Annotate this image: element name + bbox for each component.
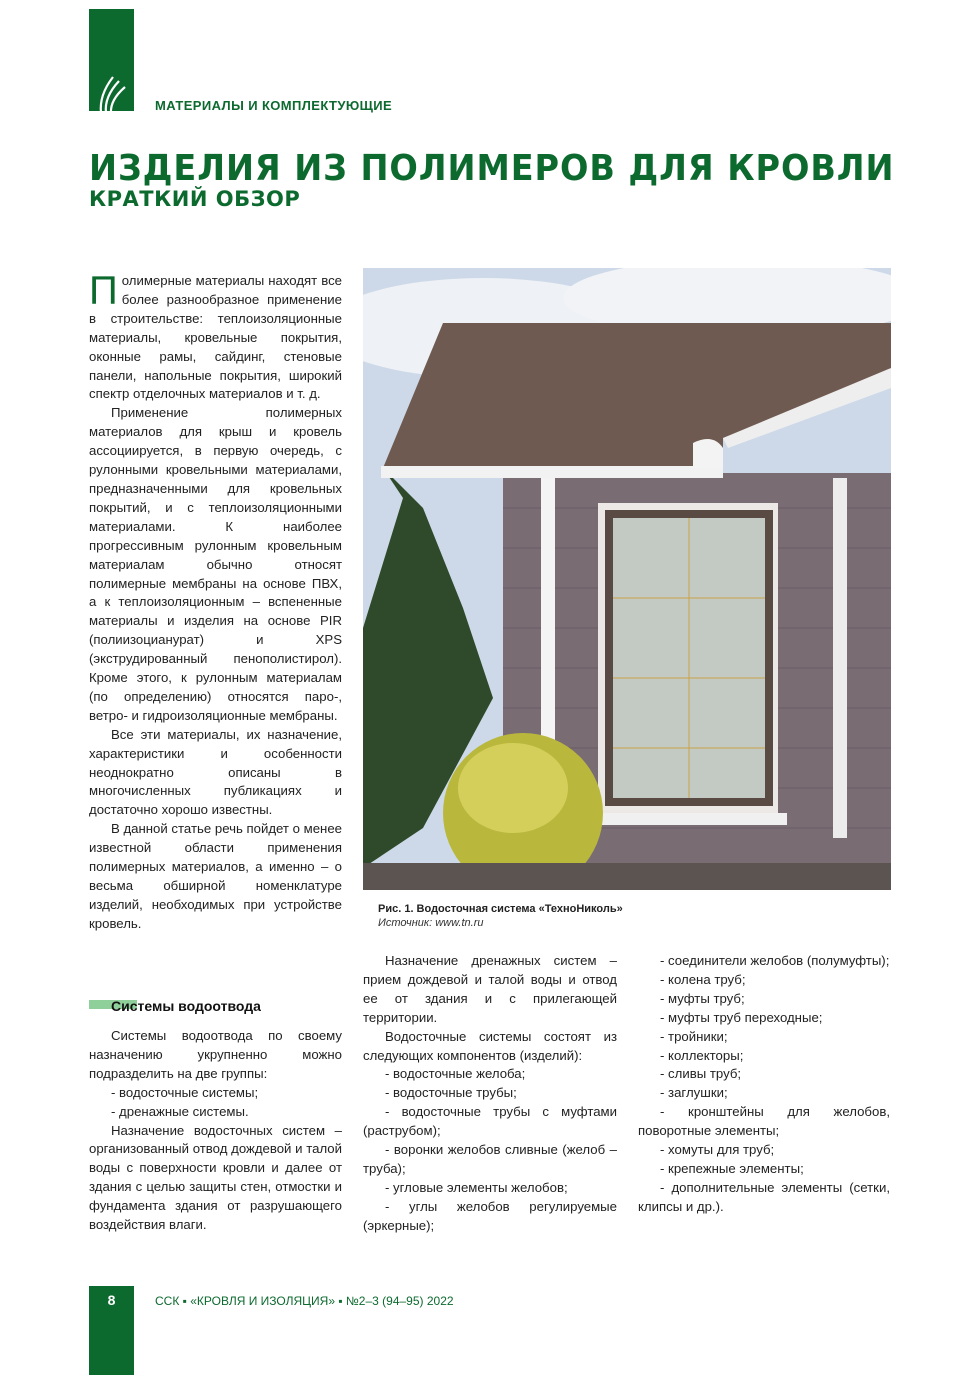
subheading — [89, 998, 261, 1014]
page-number: 8 — [107, 1292, 116, 1308]
list-item: - водосточные желоба; — [385, 1066, 526, 1082]
section-column-1 — [89, 1027, 342, 1235]
list-item: - воронки желобов сливные (желоб – труба); — [363, 1142, 617, 1176]
footer-block — [89, 1286, 134, 1375]
paragraph: Назначение дренажных систем – прием дождевой и талой воды и отвод ее от здания и с прилегающей территории. — [363, 953, 617, 1025]
column-2 — [363, 952, 617, 1236]
list-item: - кронштейны для желобов, поворотные элементы; — [638, 1104, 890, 1139]
house-illustration — [363, 268, 891, 890]
list-item: - дренажные системы. — [111, 1103, 249, 1119]
page-title: ИЗДЕЛИЯ ИЗ ПОЛИМЕРОВ ДЛЯ КРОВЛИ — [89, 148, 895, 189]
paragraph: Применение полимерных материалов для крыш и кровель ассоциируется, в первую очередь, с рулонными кровельными материалами, предназначенными для кровельных покрытий, и с теплоизоляционными материалами. К наиболее прогрессивным рулонным кровельным материалам обычно относят полимерные мембраны на основе ПВХ, а к теплоизоляционным – вспененные материалы и изделия на основе PIR (полиизоцианурат) и XPS (экструдированный пенополистирол). Кроме этого, к рулонным материалам (по определению) относятся паро-, ветро- и гидроизоляционные мембраны. — [89, 405, 342, 723]
paragraph: В данной статье речь пойдет о менее известной области применения полимерных материалов, а именно – о весьма обширной номенклатуре изделий, необходимых при устройстве кровель. — [89, 821, 342, 931]
list-item: - крепежные элементы; — [660, 1160, 804, 1176]
list-item: - колена труб; — [660, 971, 746, 987]
paragraph: Назначение водосточных систем – организованный отвод дождевой и талой воды с поверхности кровли и далее от здания с целью защиты стен, отмостки и фундамента здания от разрушающего воздействия влаги. — [89, 1122, 342, 1233]
subheading-text: Системы водоотвода — [111, 998, 261, 1014]
paragraph: Водосточные системы состоят из следующих компонентов (изделий): — [363, 1028, 617, 1063]
list-item: - муфты труб переходные; — [660, 1009, 823, 1025]
paragraph: Системы водоотвода по своему назначению укрупненно можно подразделить на две группы: — [89, 1028, 342, 1081]
figure-photo — [363, 268, 891, 890]
list-item: - заглушки; — [660, 1085, 728, 1101]
intro-column — [89, 269, 342, 934]
intro-text: олимерные материалы находят все более разнообразное применение в строительстве: теплоизоляционные материалы, кровельные покрытия, оконные рамы, сайдинг, стеновые панели, напольные покрытия, широкий спектр отделочных материалов и т. д. — [89, 273, 342, 402]
caption-text: Рис. 1. Водосточная система «ТехноНиколь» — [378, 903, 623, 915]
paragraph: Все эти материалы, их назначение, характеристики и особенности неоднократно описаны в многочисленных публикациях и достаточно хорошо известны. — [89, 726, 342, 818]
list-item: - водосточные системы; — [111, 1084, 259, 1100]
logo-icon — [95, 73, 129, 115]
list-item: - водосточные трубы с муфтами (раструбом); — [363, 1104, 617, 1139]
page-subtitle: КРАТКИЙ ОБЗОР — [89, 187, 301, 211]
list-item: - соединители желобов (полумуфты); — [660, 953, 890, 968]
list-item: - муфты труб; — [660, 990, 745, 1006]
caption-source: Источник: www.tn.ru — [378, 917, 484, 929]
list-item: - тройники; — [660, 1028, 728, 1044]
section-label: МАТЕРИАЛЫ И КОМПЛЕКТУЮЩИЕ — [155, 98, 393, 113]
list-item: - углы желобов регулируемые (эркерные); — [363, 1198, 617, 1233]
list-item: - угловые элементы желобов; — [385, 1179, 568, 1195]
column-3 — [638, 952, 890, 1217]
list-item: - водосточные трубы; — [385, 1085, 517, 1101]
drop-cap: П — [89, 269, 118, 313]
logo-block — [89, 9, 134, 111]
figure-caption — [378, 902, 623, 930]
intro-paragraph — [89, 269, 342, 404]
list-item: - хомуты для труб; — [660, 1142, 775, 1158]
footer-publication: ССК ▪ «КРОВЛЯ И ИЗОЛЯЦИЯ» ▪ №2–3 (94–95) 2022 — [155, 1294, 454, 1308]
list-item: - дополнительные элементы (сетки, клипсы и др.). — [638, 1179, 890, 1214]
list-item: - коллекторы; — [660, 1047, 744, 1063]
list-item: - сливы труб; — [660, 1066, 742, 1082]
